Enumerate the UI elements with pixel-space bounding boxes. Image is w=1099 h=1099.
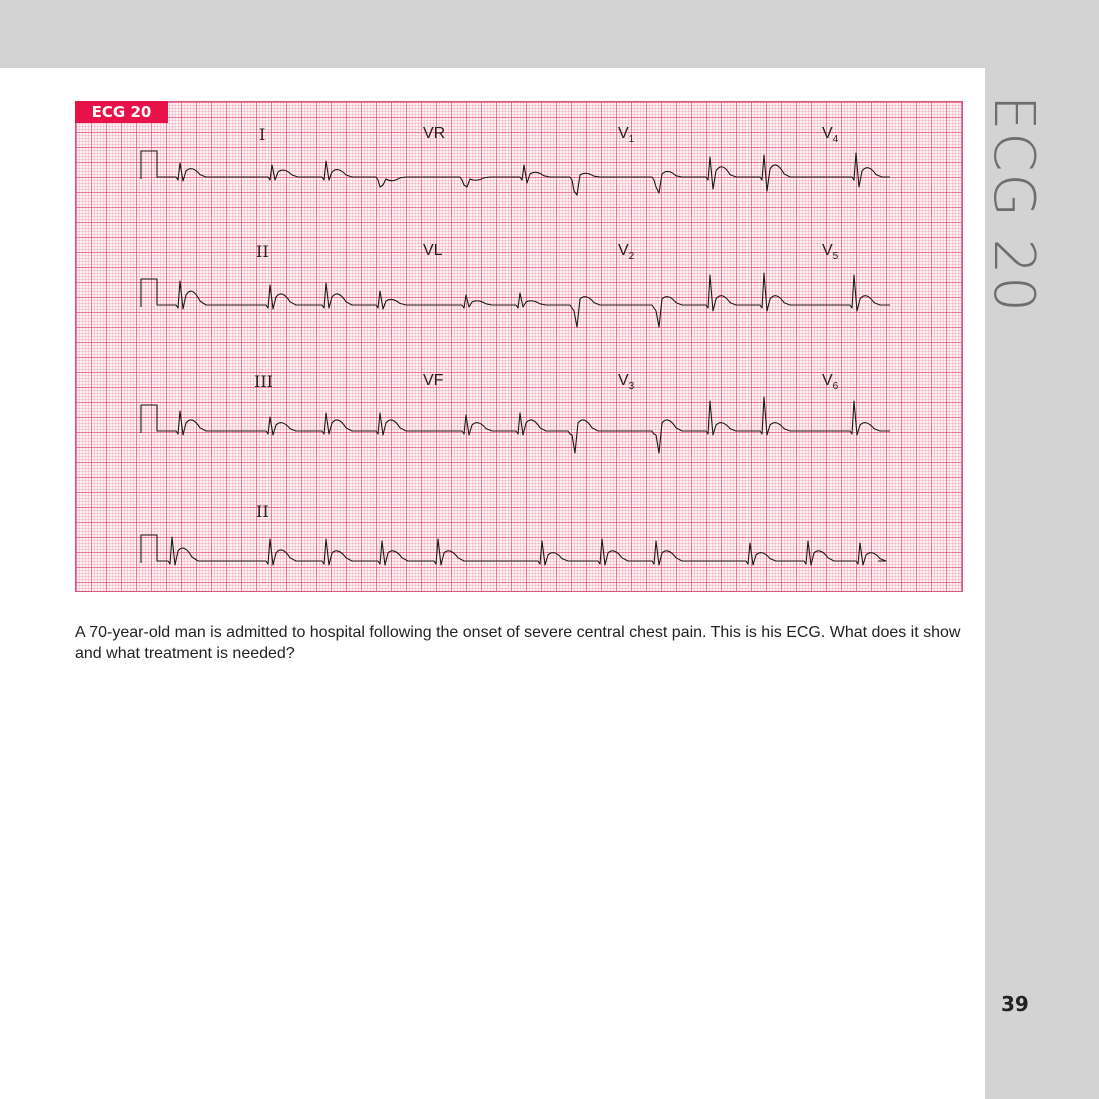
lead-label-rhythm-ii: II xyxy=(256,502,269,521)
lead-label-i: I xyxy=(259,125,266,144)
lead-label-vf: VF xyxy=(423,372,444,389)
lead-label-vl: VL xyxy=(423,242,443,259)
ecg-figure xyxy=(75,101,963,592)
question-text: A 70-year-old man is admitted to hospital following the onset of severe central chest pain. This is his ECG. What does it show and what treatment is needed? xyxy=(75,624,961,662)
ecg-badge: ECG 20 xyxy=(75,101,168,123)
lead-label-v1: $V_1$ xyxy=(618,125,635,146)
lead-label-v6: $V_6$ xyxy=(822,372,839,393)
lead-label-iii: III xyxy=(254,372,273,391)
lead-label-v5: $V_5$ xyxy=(822,242,839,263)
lead-label-v3: $V_3$ xyxy=(618,372,635,393)
page-number: 39 xyxy=(1001,992,1029,1016)
lead-label-vr: VR xyxy=(423,125,446,142)
side-title: ECG 20 xyxy=(981,95,1046,314)
lead-label-v4: $V_4$ xyxy=(822,125,839,146)
top-band xyxy=(0,0,1099,68)
lead-label-ii: II xyxy=(256,242,269,261)
lead-label-v2: $V_2$ xyxy=(618,242,635,263)
